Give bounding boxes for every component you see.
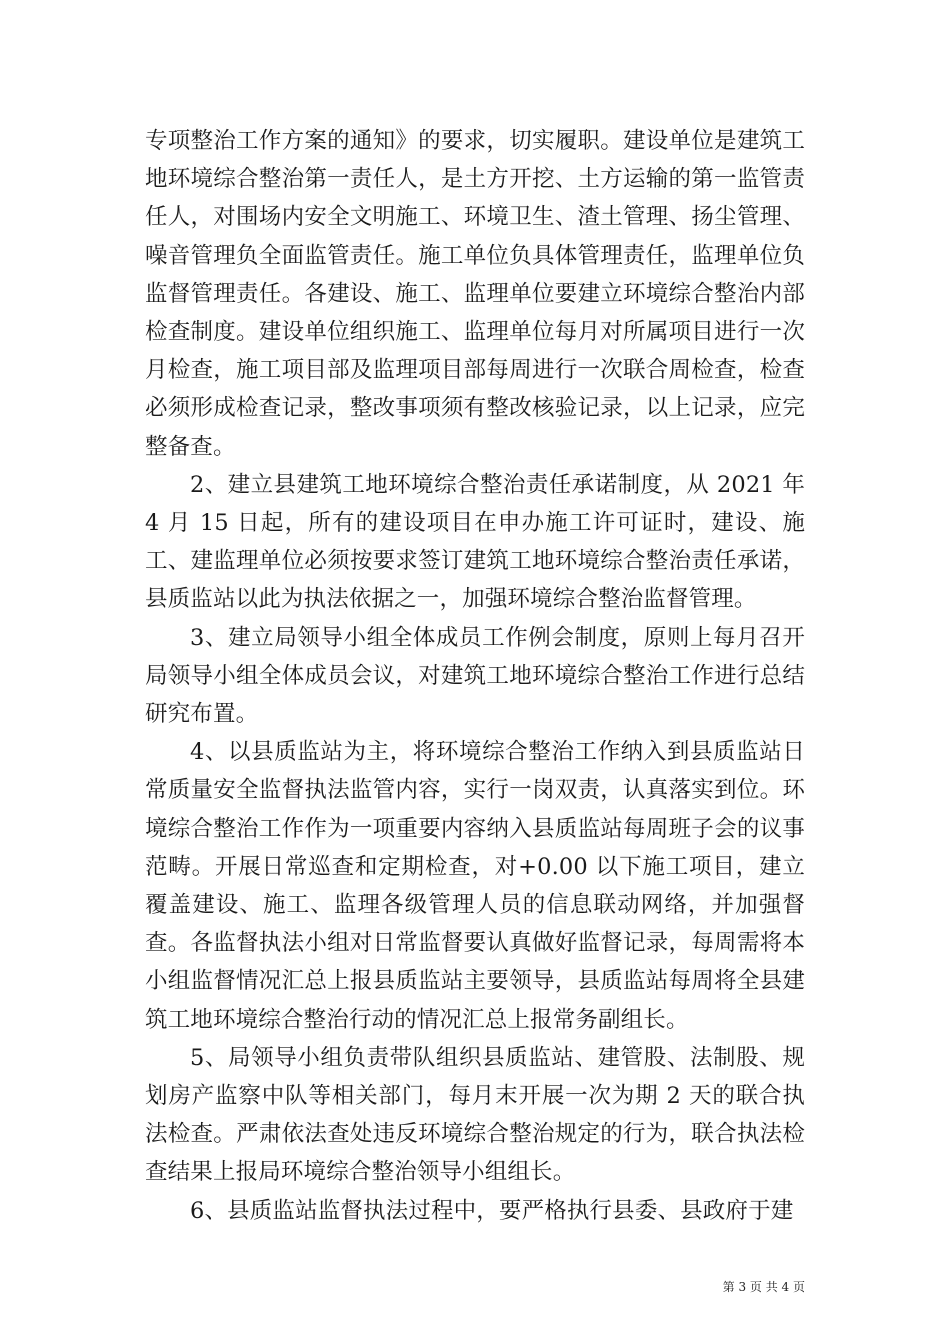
page-number-footer: 第 3 页 共 4 页 — [722, 1280, 805, 1294]
paragraph-2: 2、建立县建筑工地环境综合整治责任承诺制度，从 2021 年 4 月 15 日起，所有的建设项目在申办施工许可证时，建设、施工、建监理单位必须按要求签订建筑工地环境综合整治责任承诺，县质监站以此为执法依据之一，加强环境综合整治监督管理。 — [145, 471, 805, 613]
paragraph-4: 4、以县质监站为主，将环境综合整治工作纳入到县质监站日常质量安全监督执法监管内容，实行一岗双责，认真落实到位。环境综合整治工作作为一项重要内容纳入县质监站每周班子会的议事范畴。开展日常巡查和定期检查，对+0.00 以下施工项目，建立覆盖建设、施工、监理各级管理人员的信息联动网络，并加强督查。各监督执法小组对日常监督要认真做好监督记录，每周需将本小组监督情况汇总上报县质监站主要领导，县质监站每周将全县建筑工地环境综合整治行动的情况汇总上报常务副组长。 — [145, 739, 805, 1033]
paragraph-6: 6、县质监站监督执法过程中，要严格执行县委、县政府于建 — [190, 1197, 794, 1224]
paragraph-3: 3、建立局领导小组全体成员工作例会制度，原则上每月召开局领导小组全体成员会议，对建筑工地环境综合整治工作进行总结研究布置。 — [145, 624, 805, 728]
paragraph-5: 5、局领导小组负责带队组织县质监站、建管股、法制股、规划房产监察中队等相关部门，每月末开展一次为期 2 天的联合执法检查。严肃依法查处违反环境综合整治规定的行为，联合执法检查结果上报局环境综合整治领导小组组长。 — [145, 1044, 805, 1186]
paragraph-1: 专项整治工作方案的通知》的要求，切实履职。建设单位是建筑工地环境综合整治第一责任人，是土方开挖、土方运输的第一监管责任人，对围场内安全文明施工、环境卫生、渣土管理、扬尘管理、噪音管理负全面监管责任。施工单位负具体管理责任，监理单位负监督管理责任。各建设、施工、监理单位要建立环境综合整治内部检查制度。建设单位组织施工、监理单位每月对所属项目进行一次月检查，施工项目部及监理项目部每周进行一次联合周检查，检查必须形成检查记录，整改事项须有整改核验记录，以上记录，应完整备查。 — [145, 128, 805, 460]
document-body — [145, 122, 805, 1230]
